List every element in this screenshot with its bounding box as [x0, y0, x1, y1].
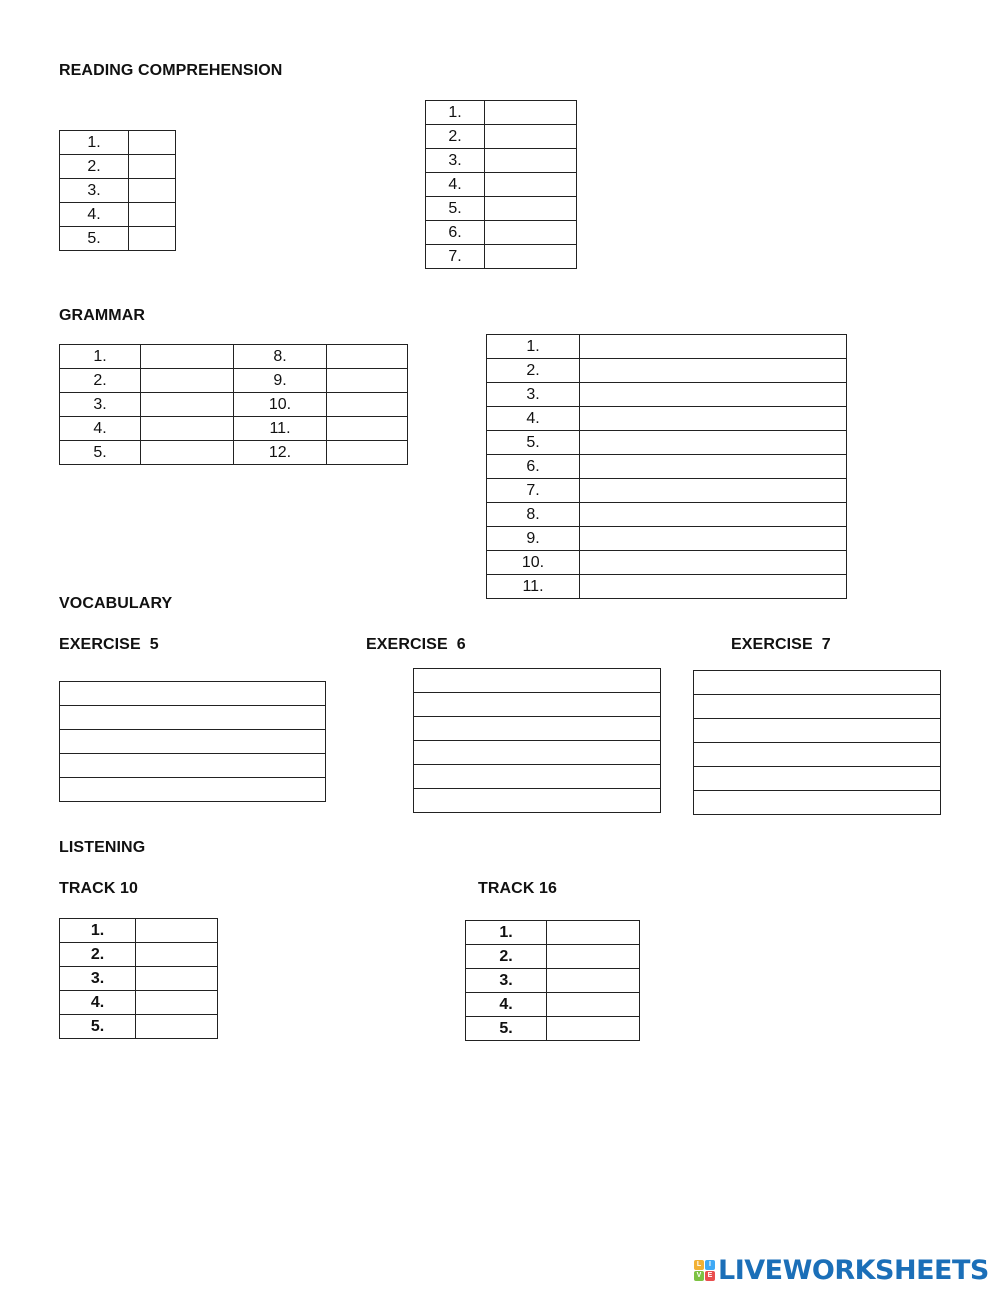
answer-row [466, 945, 640, 969]
answer-row [60, 730, 326, 754]
answer-row [60, 155, 176, 179]
answer-cell[interactable] [694, 791, 941, 815]
answer-row [60, 967, 218, 991]
answer-cell[interactable] [141, 345, 234, 369]
answer-cell[interactable] [547, 969, 640, 993]
item-number: 1. [466, 921, 547, 945]
answer-cell[interactable] [136, 967, 218, 991]
answer-cell[interactable] [414, 717, 661, 741]
answer-row [414, 717, 661, 741]
answer-row [487, 359, 847, 383]
item-number: 9. [234, 369, 327, 393]
answer-row [60, 131, 176, 155]
answer-cell[interactable] [580, 479, 847, 503]
answer-row [60, 203, 176, 227]
answer-cell[interactable] [60, 754, 326, 778]
answer-row [414, 669, 661, 693]
answer-cell[interactable] [136, 919, 218, 943]
item-number: 3. [426, 149, 485, 173]
item-number: 4. [60, 203, 129, 227]
answer-cell[interactable] [580, 575, 847, 599]
exercise-7-heading: EXERCISE 7 [731, 636, 831, 653]
answer-row [426, 245, 577, 269]
answer-row [694, 743, 941, 767]
answer-row [466, 993, 640, 1017]
answer-row [426, 173, 577, 197]
answer-cell[interactable] [485, 221, 577, 245]
item-number: 8. [234, 345, 327, 369]
exercise-6-heading: EXERCISE 6 [366, 636, 466, 653]
answer-row [694, 719, 941, 743]
answer-cell[interactable] [580, 431, 847, 455]
answer-row [487, 455, 847, 479]
answer-cell[interactable] [136, 943, 218, 967]
answer-cell[interactable] [136, 1015, 218, 1039]
answer-row [487, 527, 847, 551]
answer-cell[interactable] [485, 125, 577, 149]
item-number: 2. [466, 945, 547, 969]
answer-row [487, 479, 847, 503]
track-16-heading: TRACK 16 [478, 880, 558, 897]
grammar-heading: GRAMMAR [59, 307, 146, 324]
answer-row [487, 335, 847, 359]
answer-row [487, 503, 847, 527]
answer-cell[interactable] [694, 695, 941, 719]
item-number: 12. [234, 441, 327, 465]
item-number: 5. [60, 1015, 136, 1039]
answer-cell[interactable] [414, 693, 661, 717]
answer-row [60, 778, 326, 802]
answer-row [487, 575, 847, 599]
answer-cell[interactable] [694, 671, 941, 695]
answer-row [466, 969, 640, 993]
item-number: 7. [487, 479, 580, 503]
answer-cell[interactable] [60, 706, 326, 730]
answer-row [60, 919, 218, 943]
answer-row [426, 197, 577, 221]
answer-cell[interactable] [485, 197, 577, 221]
track-10-answer-table [59, 918, 218, 1039]
answer-row [466, 921, 640, 945]
item-number: 10. [487, 551, 580, 575]
answer-cell[interactable] [414, 741, 661, 765]
reading-answer-table-b [425, 100, 577, 269]
answer-cell[interactable] [547, 945, 640, 969]
answer-cell[interactable] [580, 335, 847, 359]
item-number: 4. [466, 993, 547, 1017]
item-number: 1. [426, 101, 485, 125]
logo-mark-letter: I [705, 1260, 715, 1270]
item-number: 3. [60, 393, 141, 417]
item-number: 11. [487, 575, 580, 599]
answer-row [694, 695, 941, 719]
item-number: 1. [487, 335, 580, 359]
answer-cell[interactable] [129, 227, 176, 251]
answer-row [426, 149, 577, 173]
answer-row [60, 417, 408, 441]
answer-row [426, 101, 577, 125]
answer-row [60, 179, 176, 203]
answer-cell[interactable] [580, 407, 847, 431]
answer-cell[interactable] [694, 719, 941, 743]
answer-cell[interactable] [547, 1017, 640, 1041]
answer-row [414, 741, 661, 765]
answer-row [487, 407, 847, 431]
item-number: 3. [466, 969, 547, 993]
answer-row [60, 682, 326, 706]
answer-cell[interactable] [129, 203, 176, 227]
answer-cell[interactable] [414, 789, 661, 813]
answer-row [60, 345, 408, 369]
exercise-6-answer-table [413, 668, 661, 813]
item-number: 5. [60, 441, 141, 465]
reading-answer-table-a [59, 130, 176, 251]
item-number: 3. [487, 383, 580, 407]
answer-cell[interactable] [141, 393, 234, 417]
answer-cell[interactable] [694, 767, 941, 791]
answer-row [487, 431, 847, 455]
item-number: 4. [487, 407, 580, 431]
answer-cell[interactable] [580, 359, 847, 383]
answer-cell[interactable] [141, 369, 234, 393]
listening-heading: LISTENING [59, 839, 146, 856]
answer-row [466, 1017, 640, 1041]
track-16-answer-table [465, 920, 640, 1041]
item-number: 2. [60, 155, 129, 179]
liveworksheets-logo [694, 1253, 994, 1287]
item-number: 1. [60, 131, 129, 155]
item-number: 5. [426, 197, 485, 221]
answer-cell[interactable] [694, 743, 941, 767]
item-number: 4. [426, 173, 485, 197]
liveworksheets-logo-text: LIVEWORKSHEETS [718, 1254, 989, 1286]
answer-cell[interactable] [485, 149, 577, 173]
answer-row [694, 791, 941, 815]
grammar-answer-table-a [59, 344, 408, 465]
answer-cell[interactable] [141, 441, 234, 465]
item-number: 9. [487, 527, 580, 551]
answer-cell[interactable] [327, 393, 408, 417]
answer-cell[interactable] [327, 345, 408, 369]
item-number: 7. [426, 245, 485, 269]
answer-cell[interactable] [327, 441, 408, 465]
answer-cell[interactable] [580, 551, 847, 575]
answer-cell[interactable] [327, 417, 408, 441]
item-number: 3. [60, 179, 129, 203]
answer-row [694, 767, 941, 791]
item-number: 8. [487, 503, 580, 527]
item-number: 1. [60, 345, 141, 369]
answer-cell[interactable] [580, 383, 847, 407]
answer-cell[interactable] [414, 765, 661, 789]
logo-mark-letter: V [694, 1271, 704, 1281]
answer-row [60, 706, 326, 730]
answer-row [60, 441, 408, 465]
answer-cell[interactable] [547, 993, 640, 1017]
answer-row [694, 671, 941, 695]
item-number: 10. [234, 393, 327, 417]
item-number: 5. [60, 227, 129, 251]
answer-row [60, 227, 176, 251]
answer-cell[interactable] [580, 503, 847, 527]
grammar-answer-table-b [486, 334, 847, 599]
item-number: 2. [60, 943, 136, 967]
answer-cell[interactable] [141, 417, 234, 441]
item-number: 2. [487, 359, 580, 383]
answer-cell[interactable] [485, 245, 577, 269]
answer-cell[interactable] [485, 173, 577, 197]
answer-row [487, 551, 847, 575]
vocabulary-heading: VOCABULARY [59, 595, 173, 612]
answer-row [60, 393, 408, 417]
answer-row [60, 943, 218, 967]
answer-row [60, 369, 408, 393]
item-number: 1. [60, 919, 136, 943]
answer-row [60, 1015, 218, 1039]
answer-cell[interactable] [129, 179, 176, 203]
answer-cell[interactable] [547, 921, 640, 945]
item-number: 2. [426, 125, 485, 149]
logo-mark-letter: E [705, 1271, 715, 1281]
exercise-7-answer-table [693, 670, 941, 815]
answer-row [426, 125, 577, 149]
item-number: 5. [466, 1017, 547, 1041]
item-number: 6. [426, 221, 485, 245]
answer-cell[interactable] [129, 131, 176, 155]
answer-cell[interactable] [60, 682, 326, 706]
item-number: 4. [60, 991, 136, 1015]
item-number: 6. [487, 455, 580, 479]
item-number: 2. [60, 369, 141, 393]
answer-row [414, 693, 661, 717]
answer-cell[interactable] [60, 730, 326, 754]
answer-cell[interactable] [136, 991, 218, 1015]
track-10-heading: TRACK 10 [59, 880, 139, 897]
exercise-5-heading: EXERCISE 5 [59, 636, 159, 653]
reading-comprehension-heading: READING COMPREHENSION [59, 62, 283, 79]
answer-row [414, 765, 661, 789]
item-number: 11. [234, 417, 327, 441]
answer-row [414, 789, 661, 813]
answer-cell[interactable] [60, 778, 326, 802]
liveworksheets-logo-mark-icon [694, 1260, 715, 1281]
logo-mark-letter: L [694, 1260, 704, 1270]
answer-cell[interactable] [414, 669, 661, 693]
item-number: 4. [60, 417, 141, 441]
exercise-5-answer-table [59, 681, 326, 802]
answer-row [60, 754, 326, 778]
answer-row [487, 383, 847, 407]
answer-row [426, 221, 577, 245]
answer-cell[interactable] [580, 455, 847, 479]
answer-cell[interactable] [485, 101, 577, 125]
answer-cell[interactable] [327, 369, 408, 393]
answer-cell[interactable] [129, 155, 176, 179]
answer-row [60, 991, 218, 1015]
item-number: 3. [60, 967, 136, 991]
item-number: 5. [487, 431, 580, 455]
answer-cell[interactable] [580, 527, 847, 551]
